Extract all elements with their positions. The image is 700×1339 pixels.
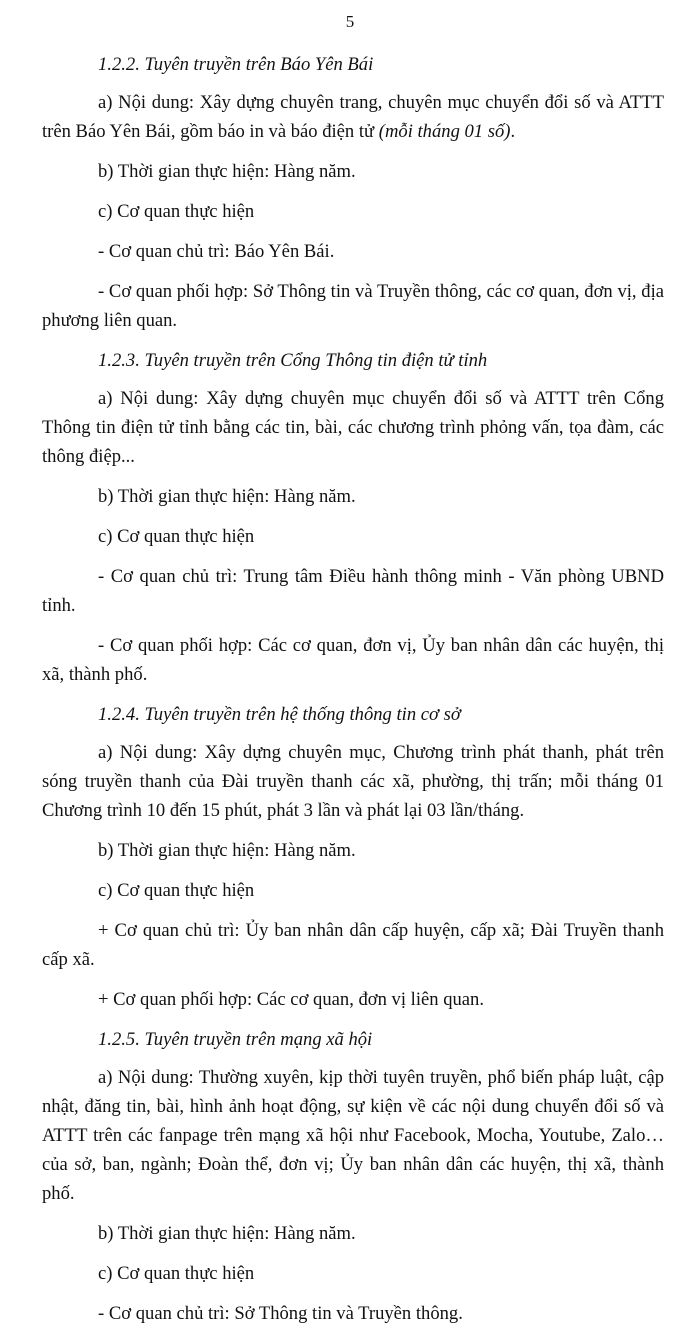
paragraph-time: b) Thời gian thực hiện: Hàng năm.: [98, 840, 356, 861]
section-heading-1-2-5: 1.2.5. Tuyên truyền trên mạng xã hội: [98, 1029, 373, 1050]
section-heading-1-2-2: 1.2.2. Tuyên truyền trên Báo Yên Bái: [98, 54, 374, 75]
paragraph-agency: c) Cơ quan thực hiện: [98, 880, 255, 901]
paragraph-lead-agency: - Cơ quan chủ trì: Báo Yên Bái.: [98, 241, 335, 262]
paragraph-agency: c) Cơ quan thực hiện: [98, 1263, 255, 1284]
paragraph-time: b) Thời gian thực hiện: Hàng năm.: [98, 1223, 356, 1244]
paragraph-coordinating-agency: + Cơ quan phối hợp: Các cơ quan, đơn vị liên quan.: [98, 989, 484, 1010]
paragraph-lead-agency: + Cơ quan chủ trì: Ủy ban nhân dân cấp huyện, cấp xã; Đài Truyền thanh cấp xã.: [42, 920, 664, 970]
page-number: 5: [345, 12, 355, 31]
paragraph-content: a) Nội dung: Xây dựng chuyên mục, Chương trình phát thanh, phát trên sóng truyền thanh của Đài truyền thanh các xã, phường, thị trấn; mỗi tháng 01 Chương trình 10 đến 15 phút, phát 3 lần và phát lại 03 lần/tháng.: [42, 742, 664, 821]
paragraph-content: a) Nội dung: Xây dựng chuyên mục chuyển đổi số và ATTT trên Cổng Thông tin điện tử tỉnh bằng các tin, bài, các chương trình phỏng vấn, tọa đàm, các thông điệp...: [42, 388, 664, 467]
italic-note: (mỗi tháng 01 số): [378, 121, 511, 142]
paragraph-time: b) Thời gian thực hiện: Hàng năm.: [98, 161, 356, 182]
paragraph-time: b) Thời gian thực hiện: Hàng năm.: [98, 486, 356, 507]
paragraph-agency: c) Cơ quan thực hiện: [98, 201, 255, 222]
paragraph-lead-agency: - Cơ quan chủ trì: Sở Thông tin và Truyền thông.: [98, 1303, 463, 1324]
paragraph-agency: c) Cơ quan thực hiện: [98, 526, 255, 547]
paragraph-coordinating-agency: - Cơ quan phối hợp: Sở Thông tin và Truyền thông, các cơ quan, đơn vị, địa phương liên quan.: [42, 281, 664, 331]
paragraph-coordinating-agency: - Cơ quan phối hợp: Các cơ quan, đơn vị, Ủy ban nhân dân các huyện, thị xã, thành phố.: [42, 635, 664, 685]
paragraph-content: a) Nội dung: Xây dựng chuyên trang, chuyên mục chuyển đổi số và ATTT trên Báo Yên Bái, gồm báo in và báo điện tử (mỗi tháng 01 số).: [42, 92, 664, 142]
section-heading-1-2-3: 1.2.3. Tuyên truyền trên Cổng Thông tin điện tử tỉnh: [98, 350, 488, 371]
section-heading-1-2-4: 1.2.4. Tuyên truyền trên hệ thống thông tin cơ sở: [98, 704, 461, 725]
document-body: [42, 50, 664, 1339]
paragraph-lead-agency: - Cơ quan chủ trì: Trung tâm Điều hành thông minh - Văn phòng UBND tỉnh.: [42, 566, 664, 616]
paragraph-content: a) Nội dung: Thường xuyên, kịp thời tuyên truyền, phổ biến pháp luật, cập nhật, đăng tin, bài, hình ảnh hoạt động, sự kiện về các nội dung chuyển đổi số và ATTT trên các fanpage trên mạng xã hội như Facebook, Mocha, Youtube, Zalo…của sở, ban, ngành; Đoàn thể, đơn vị; Ủy ban nhân dân các huyện, thị xã, thành phố.: [42, 1067, 664, 1204]
